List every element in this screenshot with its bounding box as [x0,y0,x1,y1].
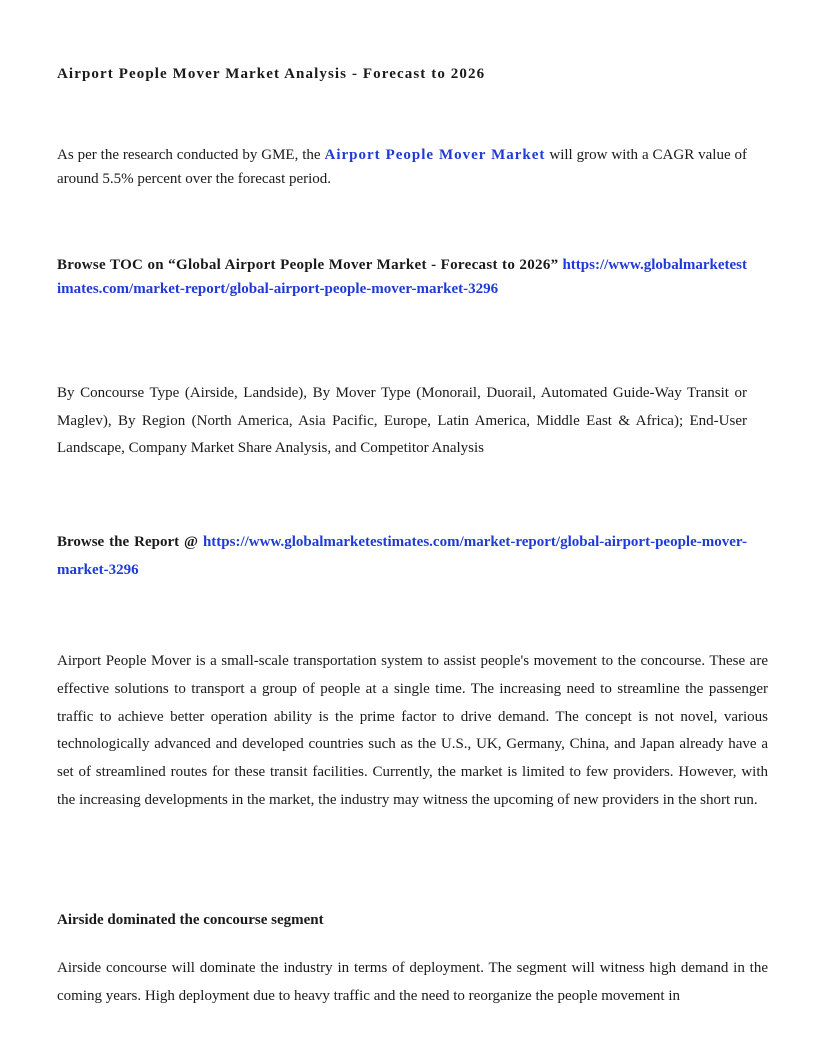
toc-label: Browse TOC on “Global Airport People Mover Market - Forecast to 2026” [57,257,559,273]
description-paragraph: Airport People Mover is a small-scale transportation system to assist people's movement to the concourse. These are effective solutions to transport a group of people at a single time. The increasing need to streamline the passenger traffic to achieve better operation ability is the prime factor to drive demand. The concept is not novel, various technologically advanced and developed countries such as the U.S., UK, Germany, China, and Japan already have a set of streamlined routes for these transit facilities. Currently, the market is limited to few providers. However, with the increasing developments in the market, the industry may witness the upcoming of new providers in the short run. [57,653,768,808]
intro-text-before: As per the research conducted by GME, the [57,147,325,163]
market-link[interactable]: Airport People Mover Market [324,147,546,163]
toc-paragraph [57,253,747,301]
toc-url-link[interactable]: https://www.globalmarketestimates.com/market-report/global-airport-people-mover-market-3296 [57,257,748,297]
intro-paragraph [57,143,747,191]
segment-heading: Airside dominated the concourse segment [57,912,324,928]
document-title: Airport People Mover Market Analysis - Forecast to 2026 [57,66,486,82]
browse-report-url-link[interactable]: https://www.globalmarketestimates.com/market-report/global-airport-people-mover-market-3296 [57,534,747,578]
segment-body-paragraph: Airside concourse will dominate the industry in terms of deployment. The segment will witness high demand in the coming years. High deployment due to heavy traffic and the need to reorganize the people movement in [57,960,768,1004]
browse-report-paragraph [57,528,747,584]
intro-text-after: will grow with a CAGR value of around 5.5% percent over the forecast period. [57,147,748,187]
browse-report-label: Browse the Report @ [57,534,203,550]
scope-paragraph: By Concourse Type (Airside, Landside), By Mover Type (Monorail, Duorail, Automated Guide-Way Transit or Maglev), By Region (North America, Asia Pacific, Europe, Latin America, Middle East & Africa); End-User Landscape, Company Market Share Analysis, and Competitor Analysis [57,385,747,456]
